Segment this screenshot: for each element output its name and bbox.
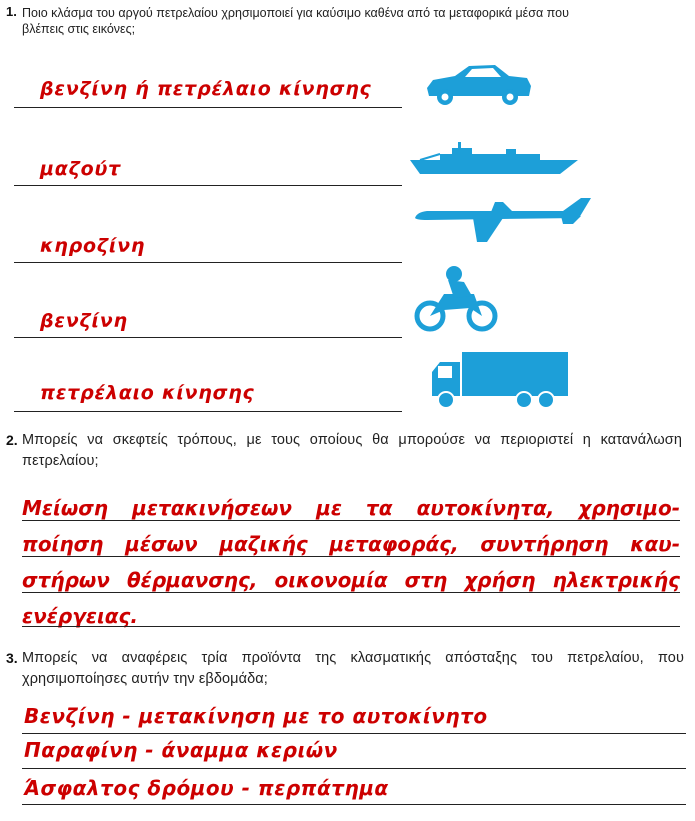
question-2-text-line1: Μπορείς να σκεφτείς τρόπους, με τους οποίους θα μπορούσε να περιοριστεί η κατανάλωση — [22, 432, 682, 448]
answer-1-ship: μαζούτ — [40, 158, 122, 180]
answer-line — [22, 520, 680, 521]
question-3-text-line1: Μπορείς να αναφέρεις τρία προϊόντα της κλασματικής απόσταξης του πετρελαίου, που — [22, 650, 684, 666]
answer-1-truck: πετρέλαιο κίνησης — [40, 382, 255, 404]
answer-line — [14, 107, 402, 108]
answer-line — [22, 592, 680, 593]
question-1-text-line2: βλέπεις στις εικόνες; — [22, 22, 136, 36]
answer-line — [14, 185, 402, 186]
answer-2-line: ποίηση μέσων μαζικής μεταφοράς, συντήρηση καυ- — [22, 532, 680, 556]
truck-icon — [430, 352, 570, 412]
motorcycle-icon — [414, 264, 498, 334]
answer-line — [22, 768, 686, 769]
answer-line — [22, 556, 680, 557]
answer-1-motorcycle: βενζίνη — [40, 310, 128, 332]
question-1-number: 1. — [6, 4, 17, 19]
answer-2-line: Μείωση μετακινήσεων με τα αυτοκίνητα, χρησιμο- — [22, 496, 680, 520]
answer-line — [22, 733, 686, 734]
answer-2-paragraph — [22, 490, 680, 634]
answer-line — [14, 337, 402, 338]
question-1-text-line1: Ποιο κλάσμα του αργού πετρελαίου χρησιμοποιεί για καύσιμο καθένα από τα μεταφορικά μέσα που — [22, 6, 569, 20]
answer-1-car: βενζίνη ή πετρέλαιο κίνησης — [40, 78, 372, 100]
answer-line — [14, 262, 402, 263]
car-icon — [425, 62, 533, 106]
question-3-text-line2: χρησιμοποίησες αυτήν την εβδομάδα; — [22, 671, 268, 687]
answer-line — [22, 626, 680, 627]
answer-2-line: ενέργειας. — [22, 604, 138, 628]
answer-3-item: Παραφίνη - άναμμα κεριών — [24, 738, 338, 762]
answer-1-airplane: κηροζίνη — [40, 235, 146, 257]
airplane-icon — [413, 196, 593, 246]
answer-2-line: στήρων θέρμανσης, οικονομία στη χρήση ηλεκτρικής — [22, 568, 680, 592]
answer-line — [22, 804, 686, 805]
question-3-number: 3. — [6, 650, 18, 666]
question-2-number: 2. — [6, 432, 18, 448]
answer-3-item: Άσφαλτος δρόμου - περπάτημα — [24, 776, 389, 800]
ship-icon — [410, 140, 580, 178]
answer-line — [14, 411, 402, 412]
answer-3-item: Βενζίνη - μετακίνηση με το αυτοκίνητο — [24, 704, 488, 728]
question-2-text-line2: πετρελαίου; — [22, 453, 99, 469]
